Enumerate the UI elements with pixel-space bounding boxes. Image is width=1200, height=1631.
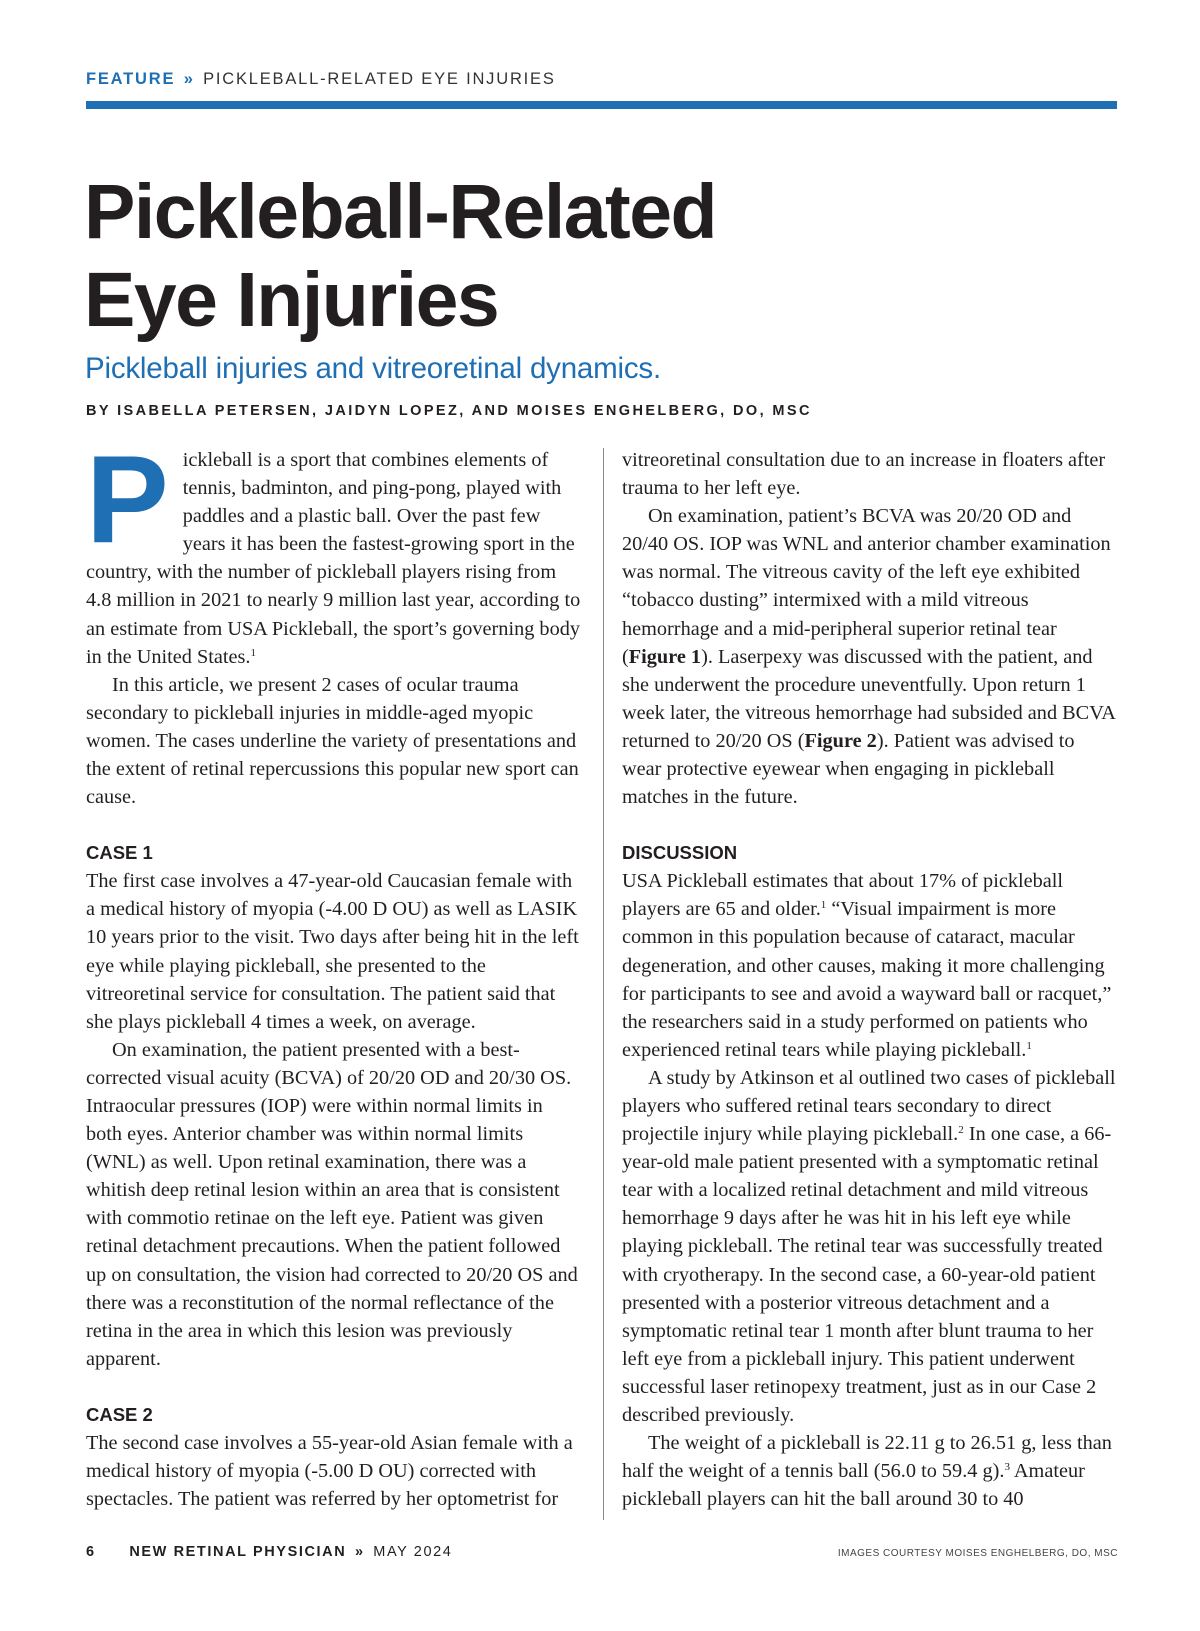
header-rule	[86, 101, 1117, 109]
left-column	[86, 431, 582, 1513]
figure-1-reference: Figure 1	[628, 645, 702, 668]
right-column	[622, 446, 1118, 1513]
case2-paragraph-1: The second case involves a 55-year-old Asian female with a medical history of myopia (-5.00 D OU) corrected with spectacles. The patient was referred by her optometrist for	[86, 1431, 573, 1511]
intro-paragraph-2: In this article, we present 2 cases of ocular trauma secondary to pickleball injuries in middle-aged myopic women. The cases underline the variety of presentations and the extent of retinal repercussions this popular new sport can cause.	[86, 673, 579, 809]
discussion-paragraph-3	[622, 1429, 1118, 1513]
discussion-text-2b: In one case, a 66-year-old male patient presented with a symptomatic retinal tear with a localized retinal detachment and mild vitreous hemorrhage 9 days after he was hit in his left eye while playing pickleball. The retinal tear was successfully treated with cryotherapy. In the second case, a 60-year-old patient presented with a posterior vitreous detachment and a symptomatic retinal tear 1 month after blunt trauma to her left eye from a pickleball injury. This patient underwent successful laser retinopexy treatment, just as in our Case 2 described previously.	[622, 1123, 1112, 1426]
article-title	[84, 168, 716, 344]
section-label: FEATURE	[86, 70, 176, 88]
magazine-name: NEW RETINAL PHYSICIAN	[129, 1544, 347, 1560]
case1-paragraph-1: The first case involves a 47-year-old Caucasian female with a medical history of myopia (-4.00 D OU) as well as LASIK 10 years prior to the visit. Two days after being hit in the left eye while playing pickleball, she presented to the vitreoretinal service for consultation. The patient said that she plays pickleball 4 times a week, on average.	[86, 870, 579, 1033]
reference-1-third: 1	[1026, 1039, 1032, 1052]
kicker-separator: »	[183, 70, 195, 88]
image-credit: IMAGES COURTESY MOISES ENGHELBERG, DO, MSC	[837, 1548, 1118, 1559]
reference-2: 2	[958, 1124, 964, 1137]
discussion-text-1a: USA Pickleball estimates that about 17% of pickleball players are 65 and older.	[622, 870, 1064, 921]
article-subtitle: Pickleball injuries and vitreoretinal dynamics.	[85, 352, 661, 385]
discussion-paragraph-1	[622, 867, 1118, 1064]
column-divider	[603, 448, 604, 1520]
case1-heading: CASE 1	[86, 842, 153, 864]
discussion-text-3a: The weight of a pickleball is 22.11 g to 26.51 g, less than half the weight of a tennis ball (56.0 to 59.4 g).	[622, 1432, 1112, 1483]
issue-date: MAY 2024	[373, 1544, 453, 1560]
discussion-text-2a: A study by Atkinson et al outlined two cases of pickleball players who suffered retinal tears secondary to direct projectile injury while playing pickleball.	[622, 1066, 1116, 1146]
title-line-1: Pickleball-Related	[84, 169, 717, 255]
footer-separator: »	[354, 1544, 365, 1560]
title-line-2: Eye Injuries	[84, 257, 499, 343]
discussion-heading: DISCUSSION	[622, 842, 738, 864]
discussion-text-3b: Amateur pickleball players can hit the ball around 30 to 40	[622, 1460, 1085, 1511]
case2-text-c: ). Patient was advised to wear protective eyewear when engaging in pickleball matches in the future.	[622, 729, 1075, 809]
case1-paragraph-2: On examination, the patient presented with a best-corrected visual acuity (BCVA) of 20/20 OD and 20/30 OS. Intraocular pressures (IOP) were within normal limits in both eyes. Anterior chamber was within normal limits (WNL) as well. Upon retinal examination, there was a whitish deep retinal lesion within an area that is consistent with commotio retinae on the left eye. Patient was given retinal detachment precautions. When the patient followed up on consultation, the vision had corrected to 20/20 OS and there was a reconstitution of the normal reflectance of the retina in the area in which this lesion was previously apparent.	[86, 1038, 578, 1370]
case2-text-a: On examination, patient’s BCVA was 20/20 OD and 20/40 OS. IOP was WNL and anterior chamber examination was normal. The vitreous cavity of the left eye exhibited “tobacco dusting” intermixed with a mild vitreous hemorrhage and a mid-peripheral superior retinal tear (	[622, 505, 1111, 668]
reference-3: 3	[1004, 1461, 1010, 1474]
section-topic: PICKLEBALL-RELATED EYE INJURIES	[203, 70, 556, 88]
discussion-text-1b: “Visual impairment is more common in this population because of cataract, macular degeneration, and other causes, making it more challenging for participants to see and avoid a wayward ball or racquet,” the researchers said in a study performed on patients who experienced retinal tears while playing pickleball.	[622, 898, 1112, 1061]
intro-text-1: ickleball is a sport that combines elements of tennis, badminton, and ping-pong, played with paddles and a plastic ball. Over the past few years it has been the fastest-growing sport in the country, with the number of pickleball players rising from 4.8 million in 2021 to nearly 9 million last year, according to an estimate from USA Pickleball, the sport’s governing body in the United States.	[86, 449, 581, 668]
section-kicker	[86, 70, 556, 89]
case2-text-b: ). Laserpexy was discussed with the patient, and she underwent the procedure uneventfully. Upon return 1 week later, the vitreous hemorrhage had subsided and BCVA returned to 20/20 OS (	[622, 645, 1115, 752]
intro-paragraph-1	[86, 431, 582, 671]
case2-paragraph-1-continued: vitreoretinal consultation due to an increase in floaters after trauma to her left eye.	[622, 449, 1106, 500]
article-byline: BY ISABELLA PETERSEN, JAIDYN LOPEZ, AND MOISES ENGHELBERG, DO, MSC	[86, 403, 812, 419]
case2-heading: CASE 2	[86, 1403, 153, 1425]
drop-cap: P	[86, 431, 169, 569]
reference-1: 1	[250, 646, 256, 659]
discussion-paragraph-2	[622, 1064, 1118, 1429]
case2-paragraph-2	[622, 502, 1118, 811]
reference-1-second: 1	[820, 899, 827, 912]
figure-2-reference: Figure 2	[804, 729, 877, 752]
page-number: 6	[86, 1544, 96, 1560]
page-footer	[86, 1544, 452, 1560]
